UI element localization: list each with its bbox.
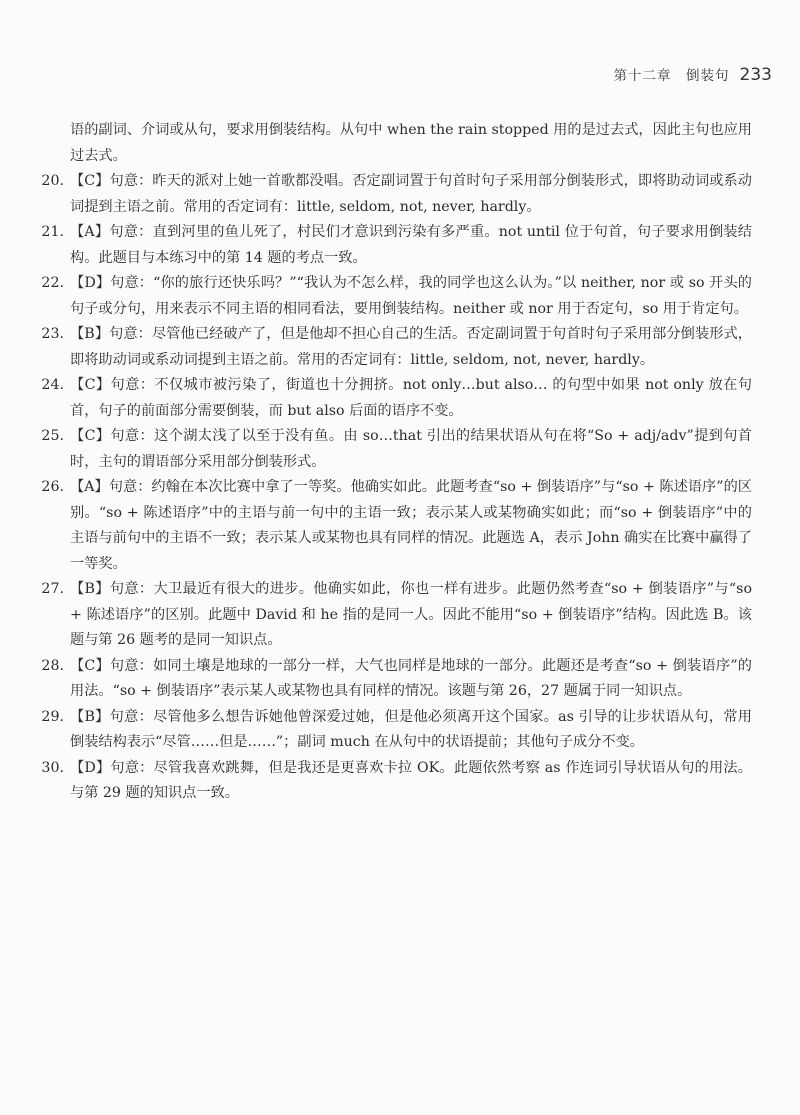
item-number: 23.	[41, 326, 64, 342]
item-number: 27.	[41, 581, 64, 597]
item-text: 【B】句意：尽管他多么想告诉她他曾深爱过她，但是他必须离开这个国家。as 引导的让步状语从句，常用倒装结构表示“尽管……但是……”；副词 much 在从句中的状语提前；其他句子成分不变。	[70, 708, 752, 750]
answer-item	[30, 220, 752, 271]
item-text: 【C】句意：这个湖太浅了以至于没有鱼。由 so…that 引出的结果状语从句在将“So + adj/adv”提到句首时，主句的谓语部分采用部分倒装形式。	[70, 428, 752, 470]
answer-item	[30, 373, 752, 424]
item-text: 【A】句意：直到河里的鱼儿死了，村民们才意识到污染有多严重。not until 位于句首，句子要求用倒装结构。此题目与本练习中的第 14 题的考点一致。	[70, 224, 752, 266]
item-number: 21.	[41, 224, 64, 240]
answer-item	[30, 424, 752, 475]
item-number: 29.	[41, 708, 64, 725]
item-number: 30.	[41, 759, 64, 776]
item-text: 【C】句意：不仅城市被污染了，街道也十分拥挤。not only…but also… 的句型中如果 not only 放在句首，句子的前面部分需要倒装，而 but also 后面的语序不变。	[70, 377, 752, 419]
answer-item	[30, 271, 752, 322]
item-number: 25.	[41, 428, 64, 444]
answer-item	[30, 577, 752, 654]
item-text: 【B】句意：尽管他已经破产了，但是他却不担心自己的生活。否定副词置于句首时句子采用部分倒装形式，即将助动词或系动词提到主语之前。常用的否定词有：little, seldom, not, never, hardly。	[70, 326, 752, 368]
answer-item	[30, 169, 752, 220]
item-number: 20.	[41, 173, 64, 189]
item-text: 【A】句意：约翰在本次比赛中拿了一等奖。他确实如此。此题考查“so + 倒装语序”与“so + 陈述语序”的区别。“so + 陈述语序”中的主语与前一句中的主语一致；表示某人或某物确实如此；而“so + 倒装语序”中的主语与前句中的主语不一致；表示某人或某物也具有同样的情况。此题选 A，表示 John 确实在比赛中赢得了一等奖。	[70, 479, 752, 572]
item-number: 28.	[41, 657, 64, 674]
answer-item	[30, 654, 752, 705]
answer-item	[30, 705, 752, 756]
answer-item	[30, 756, 752, 807]
running-header	[614, 64, 772, 85]
answer-explanations	[30, 118, 752, 807]
answer-item	[30, 475, 752, 577]
lead-paragraph: 语的副词、介词或从句，要求用倒装结构。从句中 when the rain stopped 用的是过去式，因此主句也应用过去式。	[70, 122, 752, 164]
page-number: 233	[739, 65, 772, 85]
item-text: 【C】句意：如同土壤是地球的一部分一样，大气也同样是地球的一部分。此题还是考查“so + 倒装语序”的用法。“so + 倒装语序”表示某人或某物也具有同样的情况。该题与第 26，27 题属于同一知识点。	[70, 657, 752, 699]
item-number: 26.	[41, 479, 64, 495]
answer-item	[30, 322, 752, 373]
item-text: 【C】句意：昨天的派对上她一首歌都没唱。否定副词置于句首时句子采用部分倒装形式，即将助动词或系动词提到主语之前。常用的否定词有：little, seldom, not, never, hardly。	[70, 173, 752, 215]
chapter-title: 第十二章 倒装句	[613, 68, 730, 84]
item-text: 【B】句意：大卫最近有很大的进步。他确实如此，你也一样有进步。此题仍然考查“so + 倒装语序”与“so + 陈述语序”的区别。此题中 David 和 he 指的是同一人。因此不能用“so + 倒装语序”结构。因此选 B。该题与第 26 题考的是同一知识点。	[70, 581, 752, 648]
item-text: 【D】句意：“你的旅行还快乐吗？”“我认为不怎么样，我的同学也这么认为。”以 neither, nor 或 so 开头的句子或分句，用来表示不同主语的相同看法，要用倒装结构。neither 或 nor 用于否定句，so 用于肯定句。	[70, 275, 752, 317]
item-text: 【D】句意：尽管我喜欢跳舞，但是我还是更喜欢卡拉 OK。此题依然考察 as 作连词引导状语从句的用法。与第 29 题的知识点一致。	[70, 759, 752, 801]
item-number: 22.	[41, 275, 64, 291]
item-number: 24.	[41, 377, 64, 393]
